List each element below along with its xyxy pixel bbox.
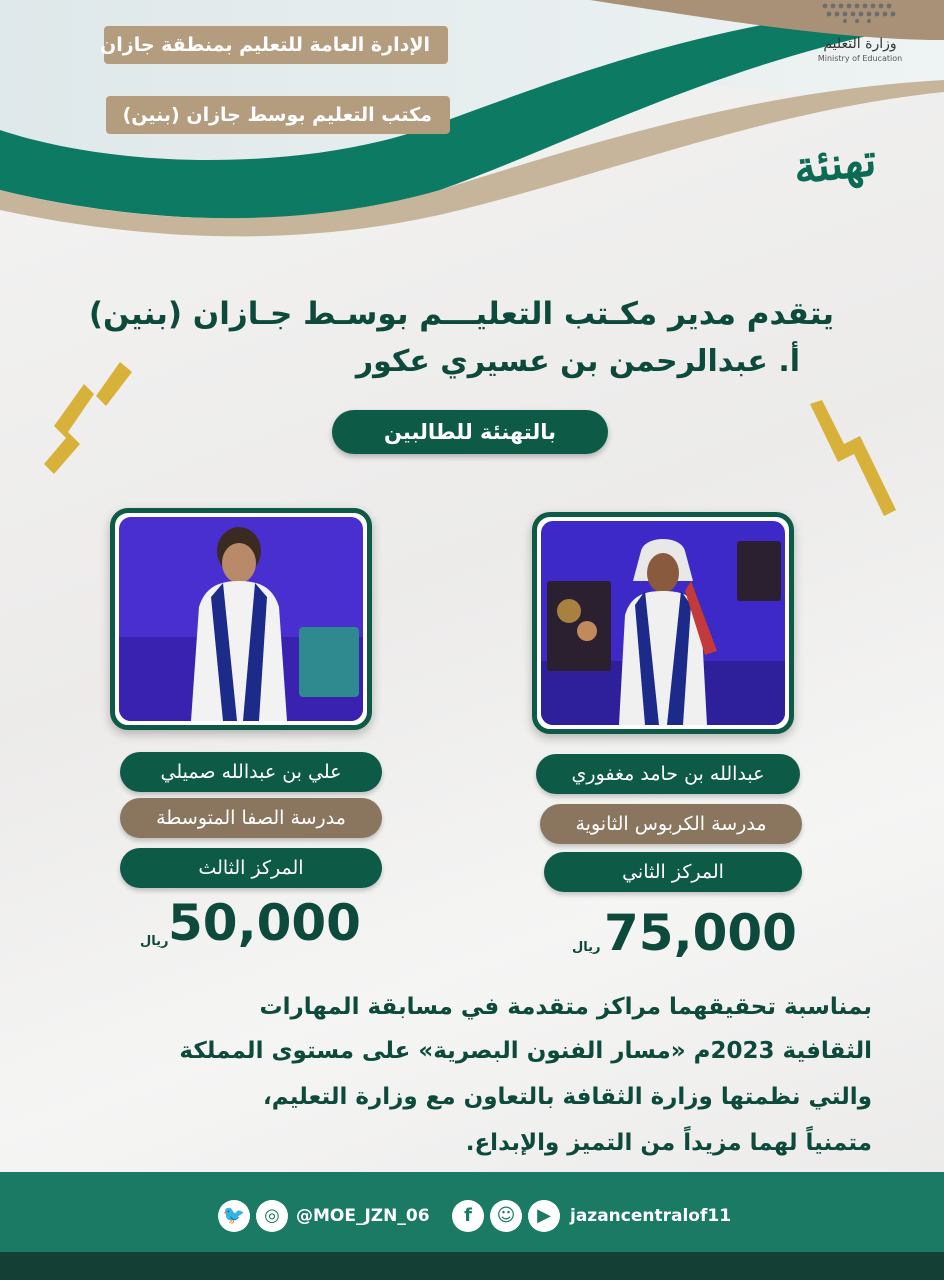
twitter-icon[interactable]: 🐦 xyxy=(218,1200,250,1232)
student-right-currency: ريال xyxy=(572,940,601,955)
body-text-line: الثقافية 2023م «مسار الفنون البصرية» على مستوى المملكة xyxy=(179,1038,872,1064)
instagram-icon[interactable]: ◎ xyxy=(256,1200,288,1232)
org-tag-office: مكتب التعليم بوسط جازان (بنين) xyxy=(106,96,450,134)
student-right-rank: المركز الثاني xyxy=(544,852,802,892)
congrats-students-label: بالتهنئة للطالبين xyxy=(332,410,608,454)
snapchat-icon[interactable]: ☺ xyxy=(490,1200,522,1232)
congratulations-title: تهنئة xyxy=(791,134,879,195)
body-text-line: والتي نظمتها وزارة الثقافة بالتعاون مع وزارة التعليم، xyxy=(262,1084,872,1110)
student-photo-left xyxy=(110,508,372,730)
student-left-school: مدرسة الصفا المتوسطة xyxy=(120,798,382,838)
student-right-prize: 75,000 xyxy=(604,904,797,962)
social-handle-twitter-instagram[interactable]: @MOE_JZN_06 xyxy=(296,1206,430,1226)
student-left-currency: ريال xyxy=(140,934,169,949)
body-text-line: متمنياً لهما مزيداً من التميز والإبداع. xyxy=(465,1130,872,1156)
student-left-prize: 50,000 xyxy=(168,894,361,952)
ministry-logo-dots-icon xyxy=(815,0,905,24)
student-photo-right xyxy=(532,512,794,734)
student-right-school: مدرسة الكربوس الثانوية xyxy=(540,804,802,844)
student-right-name: عبدالله بن حامد مغفوري xyxy=(536,754,800,794)
footer-bar xyxy=(0,1172,944,1252)
ministry-logo xyxy=(790,0,930,66)
footer xyxy=(0,1172,944,1280)
youtube-icon[interactable]: ▶ xyxy=(528,1200,560,1232)
facebook-icon[interactable]: f xyxy=(452,1200,484,1232)
intro-line-name: أ. عبدالرحمن بن عسيري عكور xyxy=(355,344,800,379)
footer-bottom-strip xyxy=(0,1252,944,1280)
gold-ribbon-left-icon xyxy=(40,354,140,480)
body-text-line: بمناسبة تحقيقهما مراكز متقدمة في مسابقة المهارات xyxy=(259,994,872,1020)
intro-line-director: يتقدم مدير مكـتب التعليـــم بوسـط جـازان (بنين) xyxy=(88,296,834,332)
student-left-name: علي بن عبدالله صميلي xyxy=(120,752,382,792)
org-tag-general-admin: الإدارة العامة للتعليم بمنطقة جازان xyxy=(104,26,448,64)
student-left-rank: المركز الثالث xyxy=(120,848,382,888)
student-photo-left-image xyxy=(119,517,363,721)
social-handle-facebook-snapchat-youtube[interactable]: jazancentralof11 xyxy=(570,1206,732,1226)
student-photo-right-image xyxy=(541,521,785,725)
ministry-name-arabic: وزارة التعليم xyxy=(823,36,897,52)
ministry-name-english: Ministry of Education xyxy=(817,54,903,63)
gold-ribbon-right-icon xyxy=(800,400,910,520)
